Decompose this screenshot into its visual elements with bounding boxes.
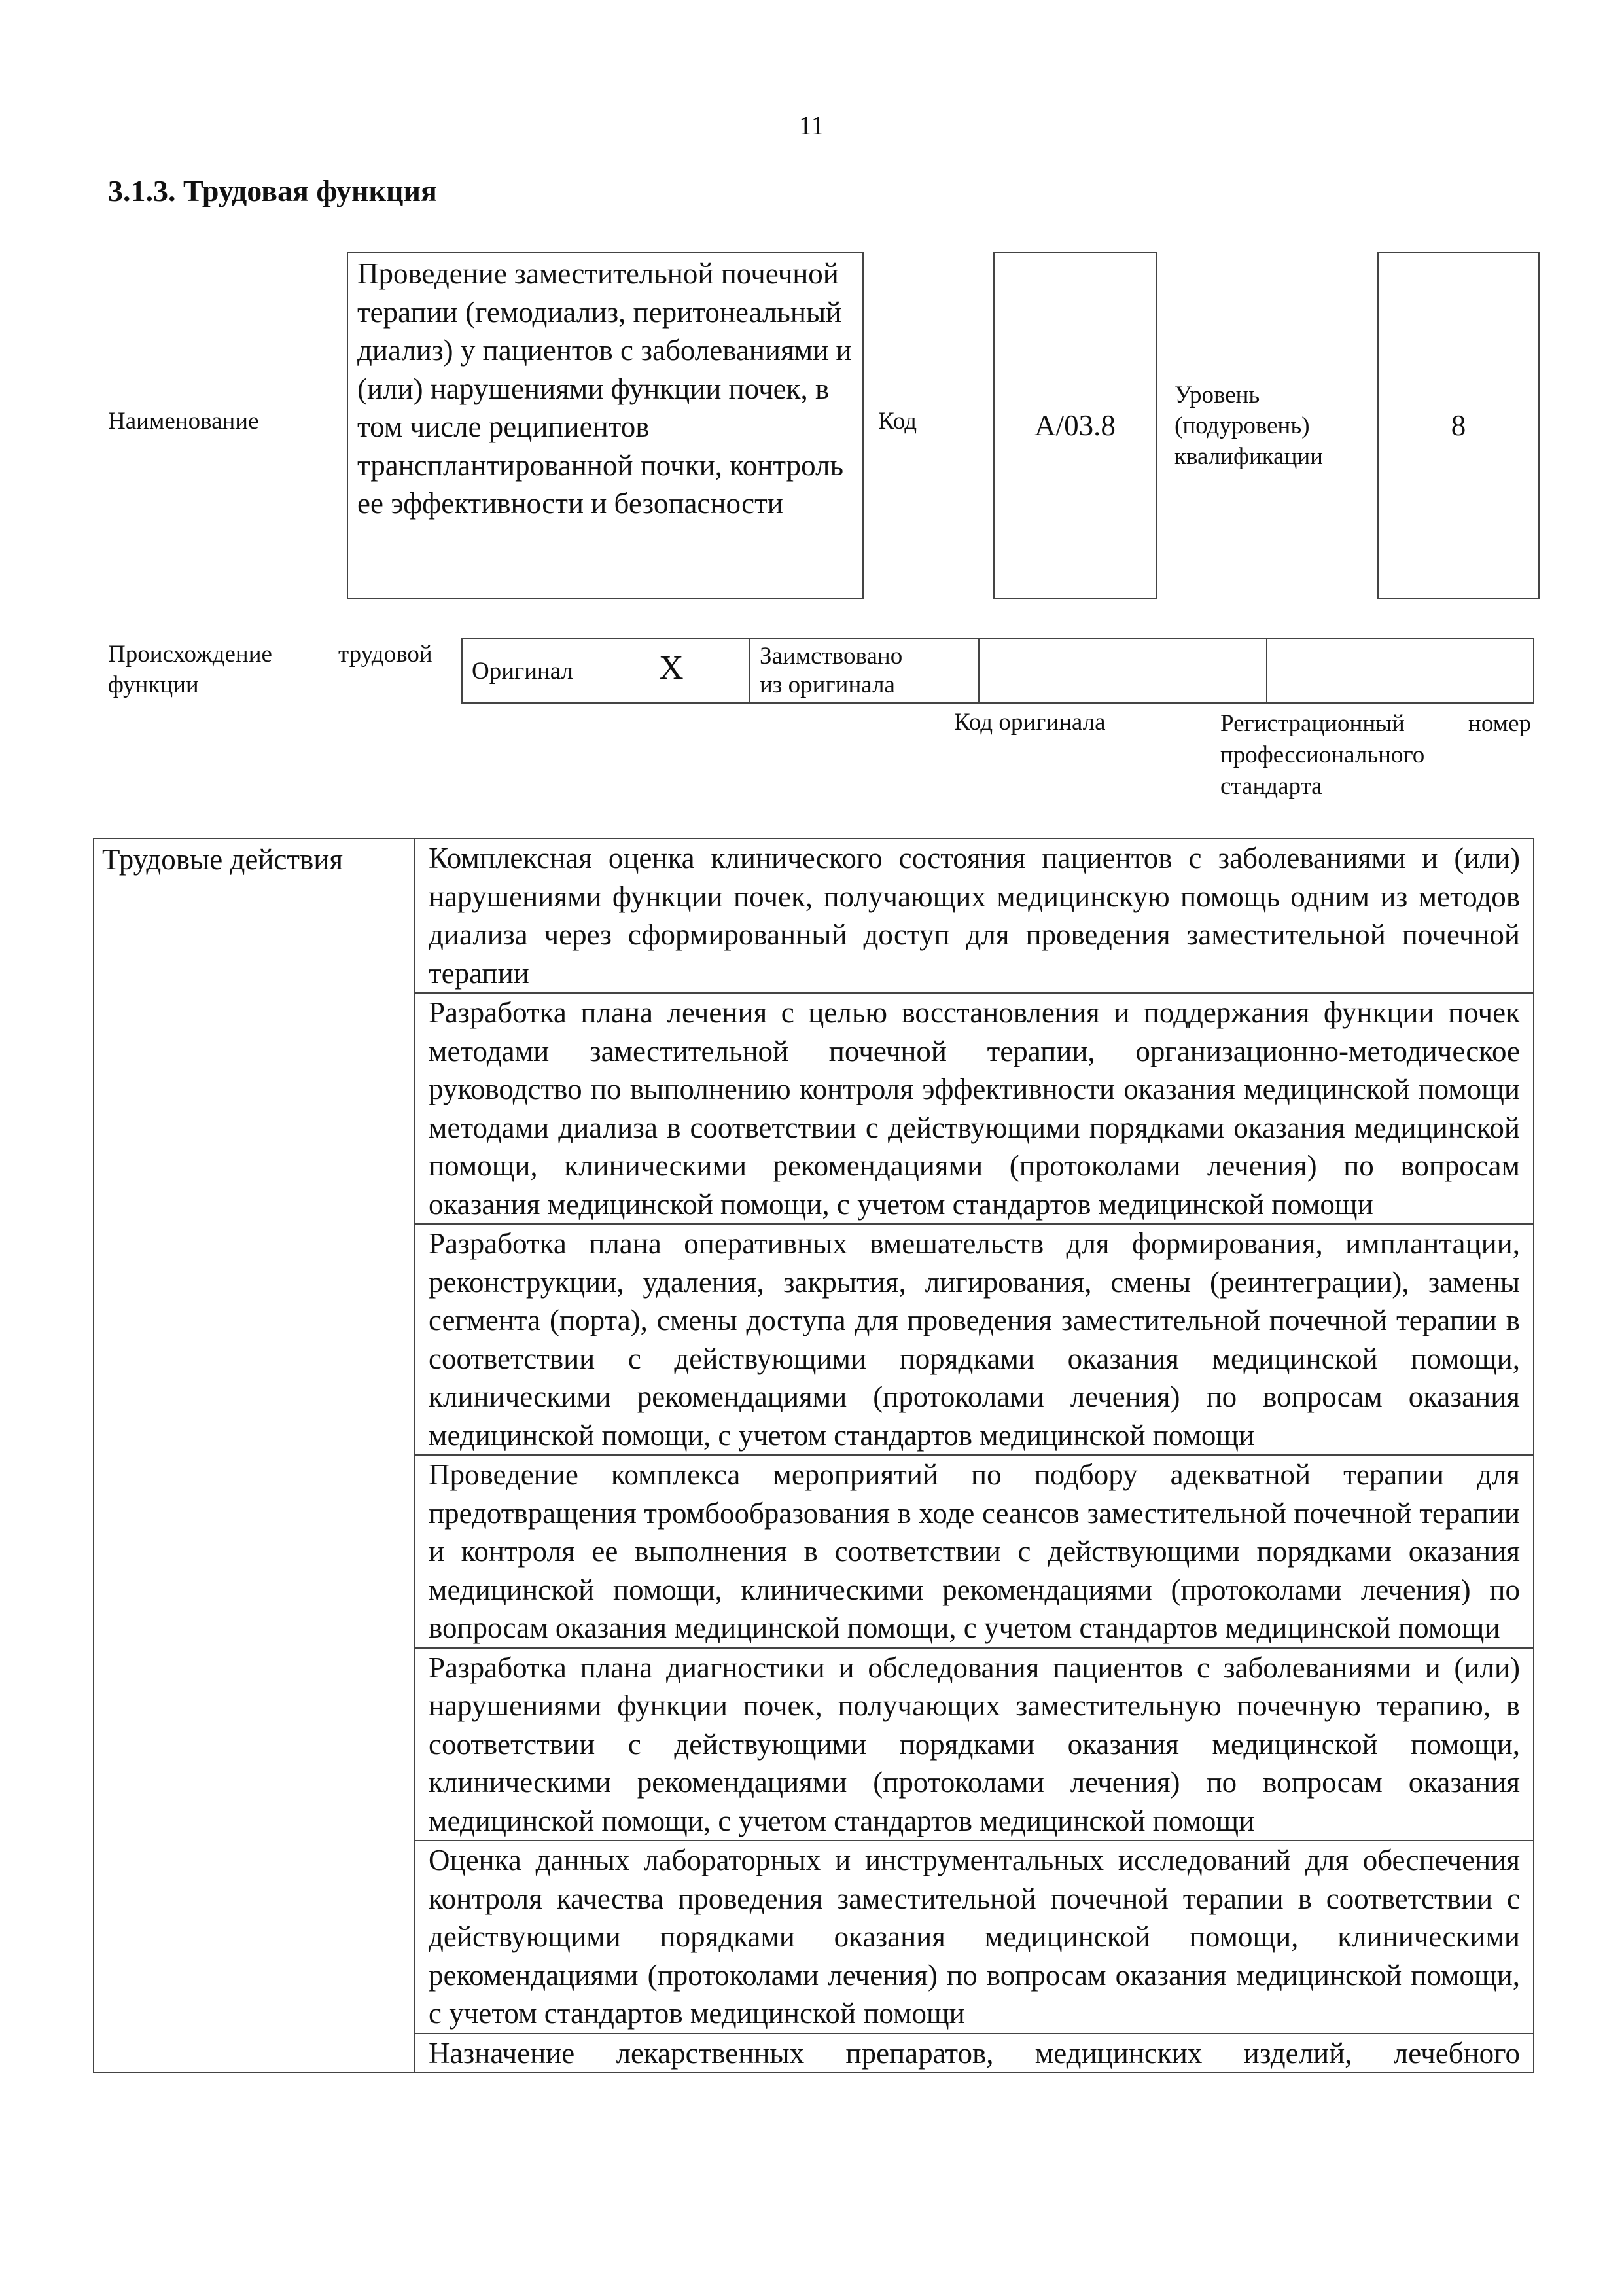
- labor-action-item: Разработка плана лечения с целью восстановления и поддержания функции почек методами заместительной почечной терапии, организационно-методическое руководство по выполнению контроля эффективности оказания медицинской помощи методами диализа в соответствии с действующими порядками оказания медицинской помощи, клиническими рекомендациями (протоколами лечения) по вопросам оказания медицинской помощи, с учетом стандартов медицинской помощи: [415, 993, 1534, 1224]
- labor-action-item: Комплексная оценка клинического состояния пациентов с заболеваниями и (или) нарушениями функции почек, получающих медицинскую помощь одним из методов диализа через сформированный доступ для проведения заместительной почечной терапии: [415, 838, 1534, 993]
- qualification-level-label: [1174, 380, 1323, 472]
- origin-label-part1: Происхождение: [108, 641, 272, 668]
- level-label-line1: Уровень: [1174, 382, 1260, 408]
- level-label-line2: (подуровень): [1174, 412, 1310, 439]
- code-label: Код: [878, 408, 917, 435]
- function-name-box: Проведение заместительной почечной терапии (гемодиализ, перитонеальный диализ) у пациентов с заболеваниями и (или) нарушениями функции почек, в том числе реципиентов трансплантированной почки, контроль ее эффективности и безопасности: [347, 252, 864, 599]
- code-original-caption: Код оригинала: [954, 709, 1106, 736]
- labor-action-item: Назначение лекарственных препаратов, медицинских изделий, лечебного: [415, 2034, 1534, 2073]
- labor-action-item: Проведение комплекса мероприятий по подбору адекватной терапии для предотвращения тромбообразования в ходе сеансов заместительной почечной терапии и контроля ее выполнения в соответствии с действующими порядками оказания медицинской помощи, клиническими рекомендациями (протоколами лечения) по вопросам оказания медицинской помощи, с учетом стандартов медицинской помощи: [415, 1455, 1534, 1648]
- origin-original-label: Оригинал: [472, 657, 574, 685]
- labor-action-item: Разработка плана диагностики и обследования пациентов с заболеваниями и (или) нарушениями функции почек, получающих заместительную почечную терапию, в соответствии с действующими порядками оказания медицинской помощи, клиническими рекомендациями (протоколами лечения) по вопросам оказания медицинской помощи, с учетом стандартов медицинской помощи: [415, 1648, 1534, 1841]
- origin-borrowed-cell: [750, 639, 979, 703]
- origin-label-part2: трудовой: [338, 641, 432, 668]
- origin-label-part3: функции: [108, 672, 199, 698]
- origin-original-mark: X: [659, 649, 684, 687]
- section-heading: 3.1.3. Трудовая функция: [108, 174, 437, 207]
- reg-number-caption: Регистрационный номер профессионального стандарта: [1220, 710, 1531, 800]
- origin-original-cell: [462, 639, 750, 703]
- origin-code-cell: [979, 639, 1267, 703]
- function-code-box: [993, 252, 1157, 599]
- table-row: [94, 838, 1534, 993]
- origin-reg-number-cell: [1267, 639, 1534, 703]
- qualification-level-value: 8: [1451, 409, 1466, 442]
- level-label-line3: квалификации: [1174, 443, 1323, 470]
- function-code-value: A/03.8: [1034, 409, 1116, 442]
- labor-actions-label: Трудовые действия: [94, 838, 415, 2073]
- labor-action-item: Разработка плана оперативных вмешательств для формирования, имплантации, реконструкции, удаления, закрытия, лигирования, смены (реинтеграции), замены сегмента (порта), смены доступа для проведения заместительной почечной терапии в соответствии с действующими порядками оказания медицинской помощи, клиническими рекомендациями (протоколами лечения) по вопросам оказания медицинской помощи, с учетом стандартов медицинской помощи: [415, 1224, 1534, 1455]
- origin-table: [461, 638, 1534, 704]
- borrowed-line1: Заимствовано: [760, 643, 903, 670]
- labor-actions-table: [93, 838, 1534, 2073]
- name-label: Наименование: [108, 408, 259, 435]
- qualification-level-box: [1377, 252, 1540, 599]
- borrowed-line2: из оригинала: [760, 672, 895, 698]
- labor-action-item: Оценка данных лабораторных и инструментальных исследований для обеспечения контроля качества проведения заместительной почечной терапии в соответствии с действующими порядками оказания медицинской помощи, клиническими рекомендациями (протоколами лечения) по вопросам оказания медицинской помощи, с учетом стандартов медицинской помощи: [415, 1840, 1534, 2034]
- page-number: 11: [798, 111, 824, 140]
